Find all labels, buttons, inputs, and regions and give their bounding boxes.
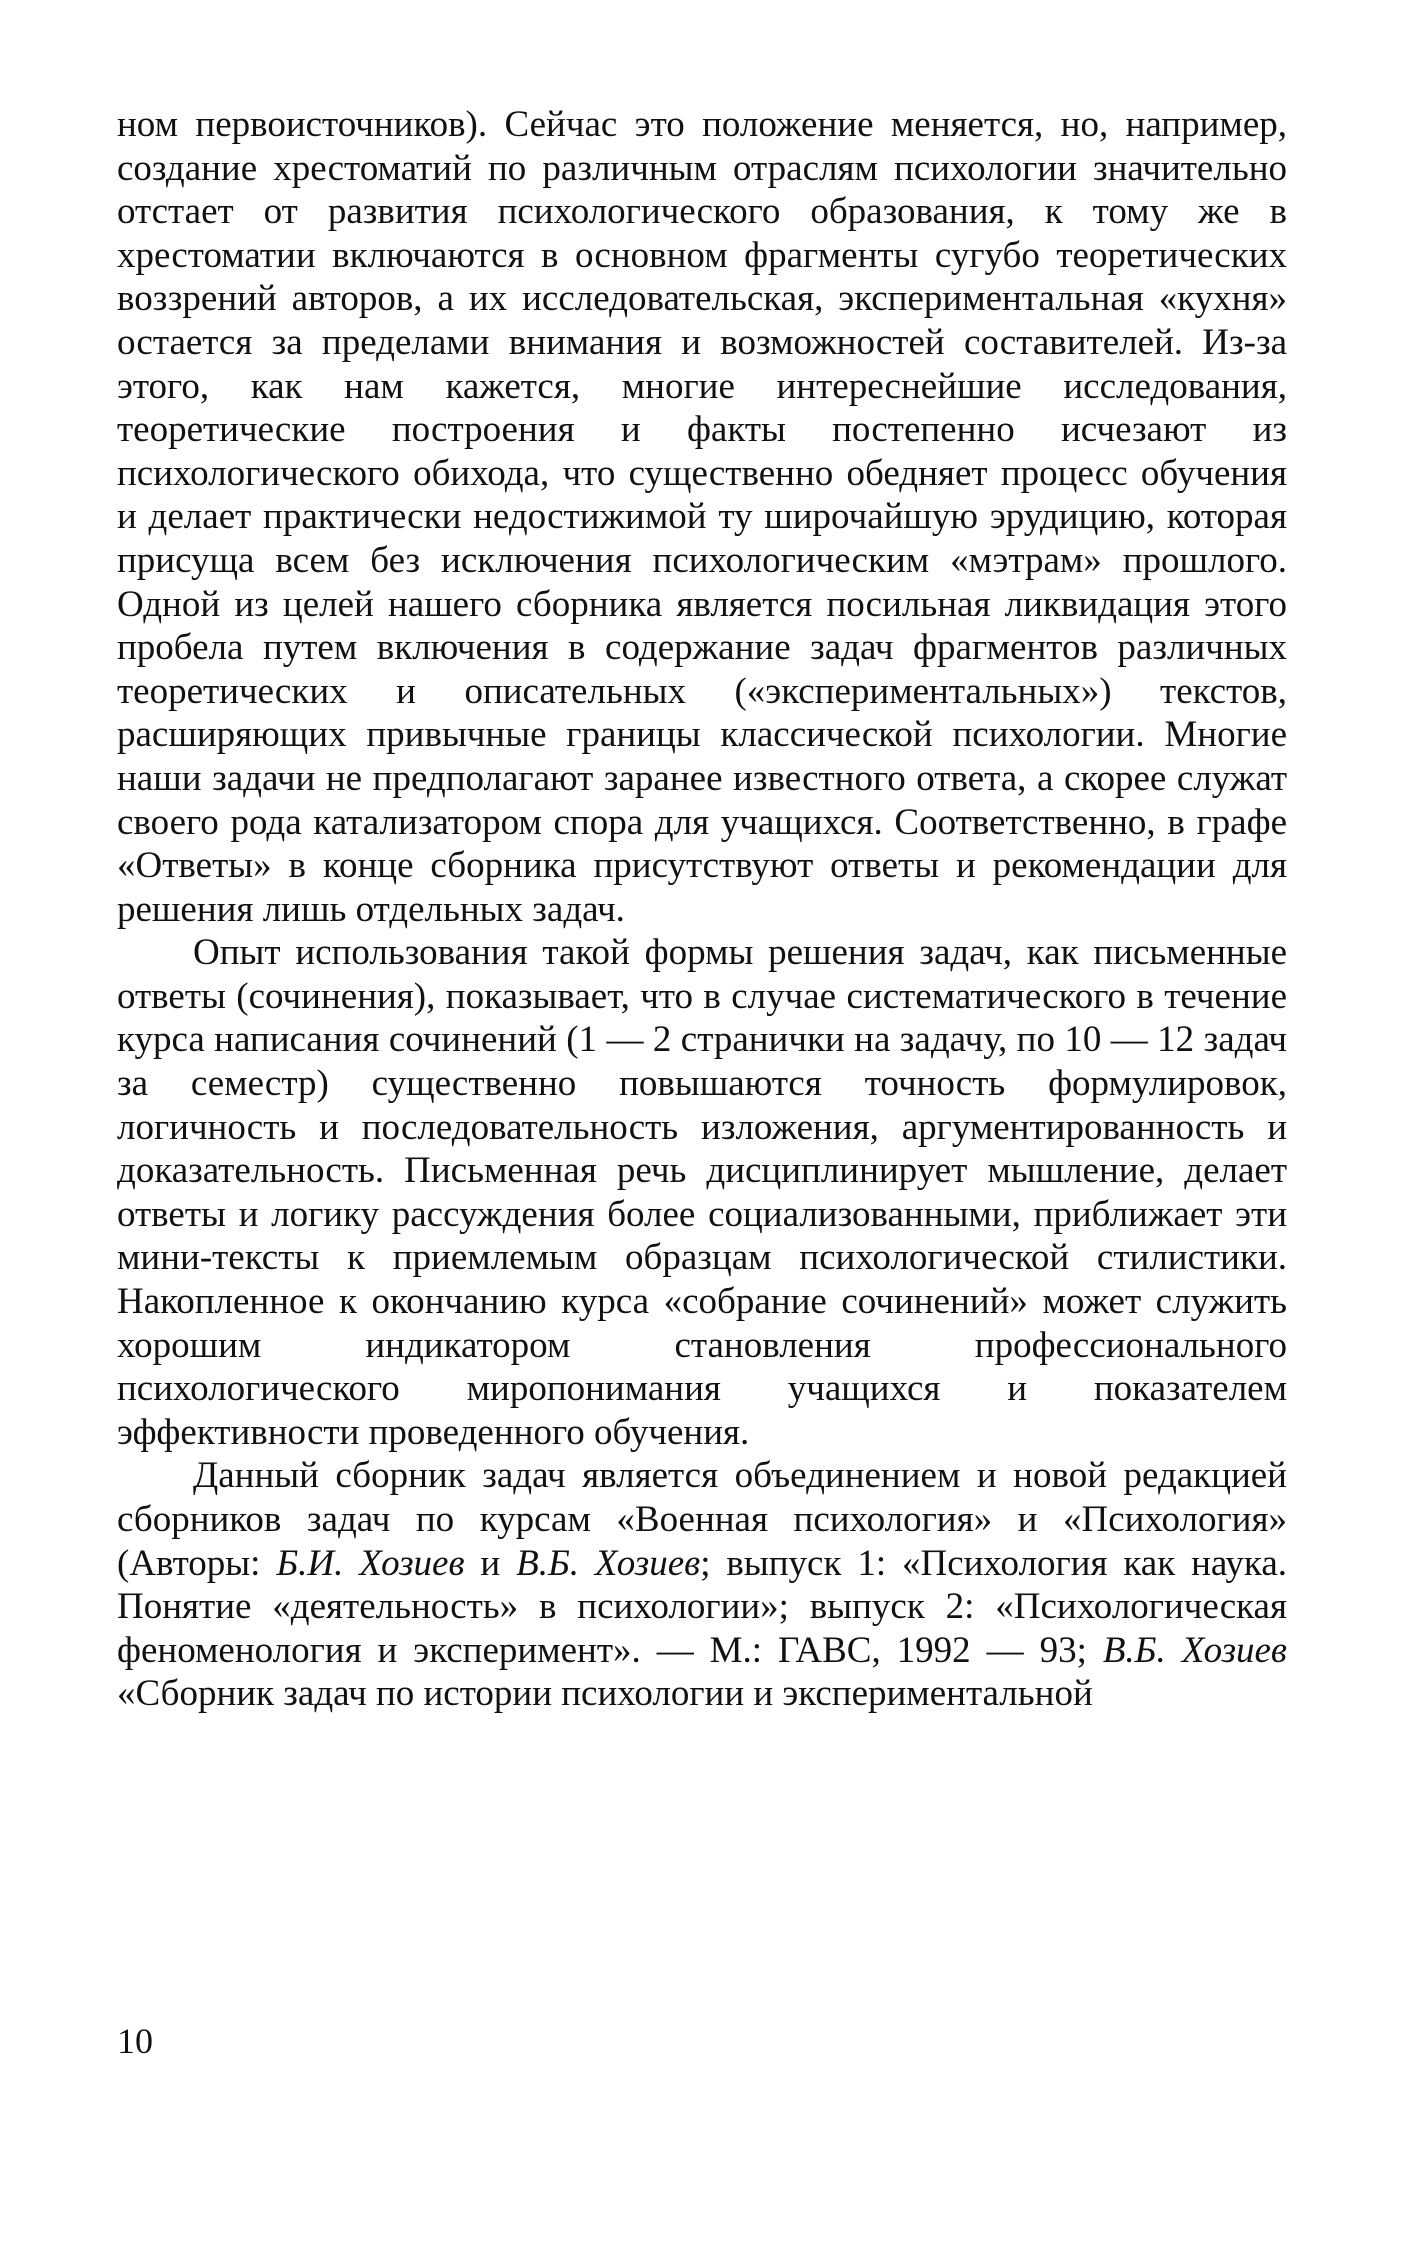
body-text <box>117 103 1287 1716</box>
author-name: В.Б. Хозиев <box>1102 1629 1287 1671</box>
page-number: 10 <box>117 2021 153 2061</box>
author-name: В.Б. Хозиев <box>516 1542 701 1584</box>
author-name: Б.И. Хозиев <box>276 1542 465 1584</box>
paragraph-3 <box>117 1454 1287 1716</box>
conjunction: и <box>464 1542 517 1584</box>
paragraph-2: Опыт использования такой формы решения задач, как письменные ответы (сочинения), показывает, что в случае систематического в течение курса написания сочинений (1 — 2 странички на задачу, по 10 — 12 задач за семестр) существенно повышаются точность формулировок, логичность и последовательность изложения, аргументированность и доказательность. Письменная речь дисциплинирует мышление, делает ответы и логику рассуждения более социализованными, приближает эти мини-тексты к приемлемым образцам психологической стилистики. Накопленное к окончанию курса «собрание сочинений» может служить хорошим индикатором становления профессионального психологического миропонимания учащихся и показателем эффективности проведенного обучения. <box>117 932 1287 1453</box>
paragraph-1: ном первоисточников). Сейчас это положение меняется, но, например, создание хрестоматий по различным отраслям психологии значительно отстает от развития психологического образования, к тому же в хрестоматии включаются в основном фрагменты сугубо теоретических воззрений авторов, а их исследовательская, экспериментальная «кухня» остается за пределами внимания и возможностей составителей. Из-за этого, как нам кажется, многие интереснейшие исследования, теоретические построения и факты постепенно исчезают из психологического обихода, что существенно обедняет процесс обучения и делает практически недостижимой ту широчайшую эрудицию, которая присуща всем без исключения психологическим «мэтрам» прошлого. Одной из целей нашего сборника является посильная ликвидация этого пробела путем включения в содержание задач фрагментов различных теоретических и описательных («экспериментальных») текстов, расширяющих привычные границы классической психологии. Многие наши задачи не предполагают заранее известного ответа, а скорее служат своего рода катализатором спора для учащихся. Соответственно, в графе «Ответы» в конце сборника присутствуют ответы и рекомендации для решения лишь отдельных задач. <box>117 104 1287 930</box>
paragraph-3-text-c: «Сборник задач по истории психологии и экспериментальной <box>117 1673 1093 1715</box>
paragraph-3-text-a: Данный сборник задач является объединением и новой редакцией сборников задач по курсам «Военная психология» и «Психология» (Авторы: <box>117 1455 1287 1584</box>
paragraph-3-text-b: ; выпуск 1: «Психология как наука. Понятие «деятельность» в психологии»; выпуск 2: «Психологическая феноменология и эксперимент». — М.: ГАВС, 1992 — 93; <box>117 1542 1288 1671</box>
